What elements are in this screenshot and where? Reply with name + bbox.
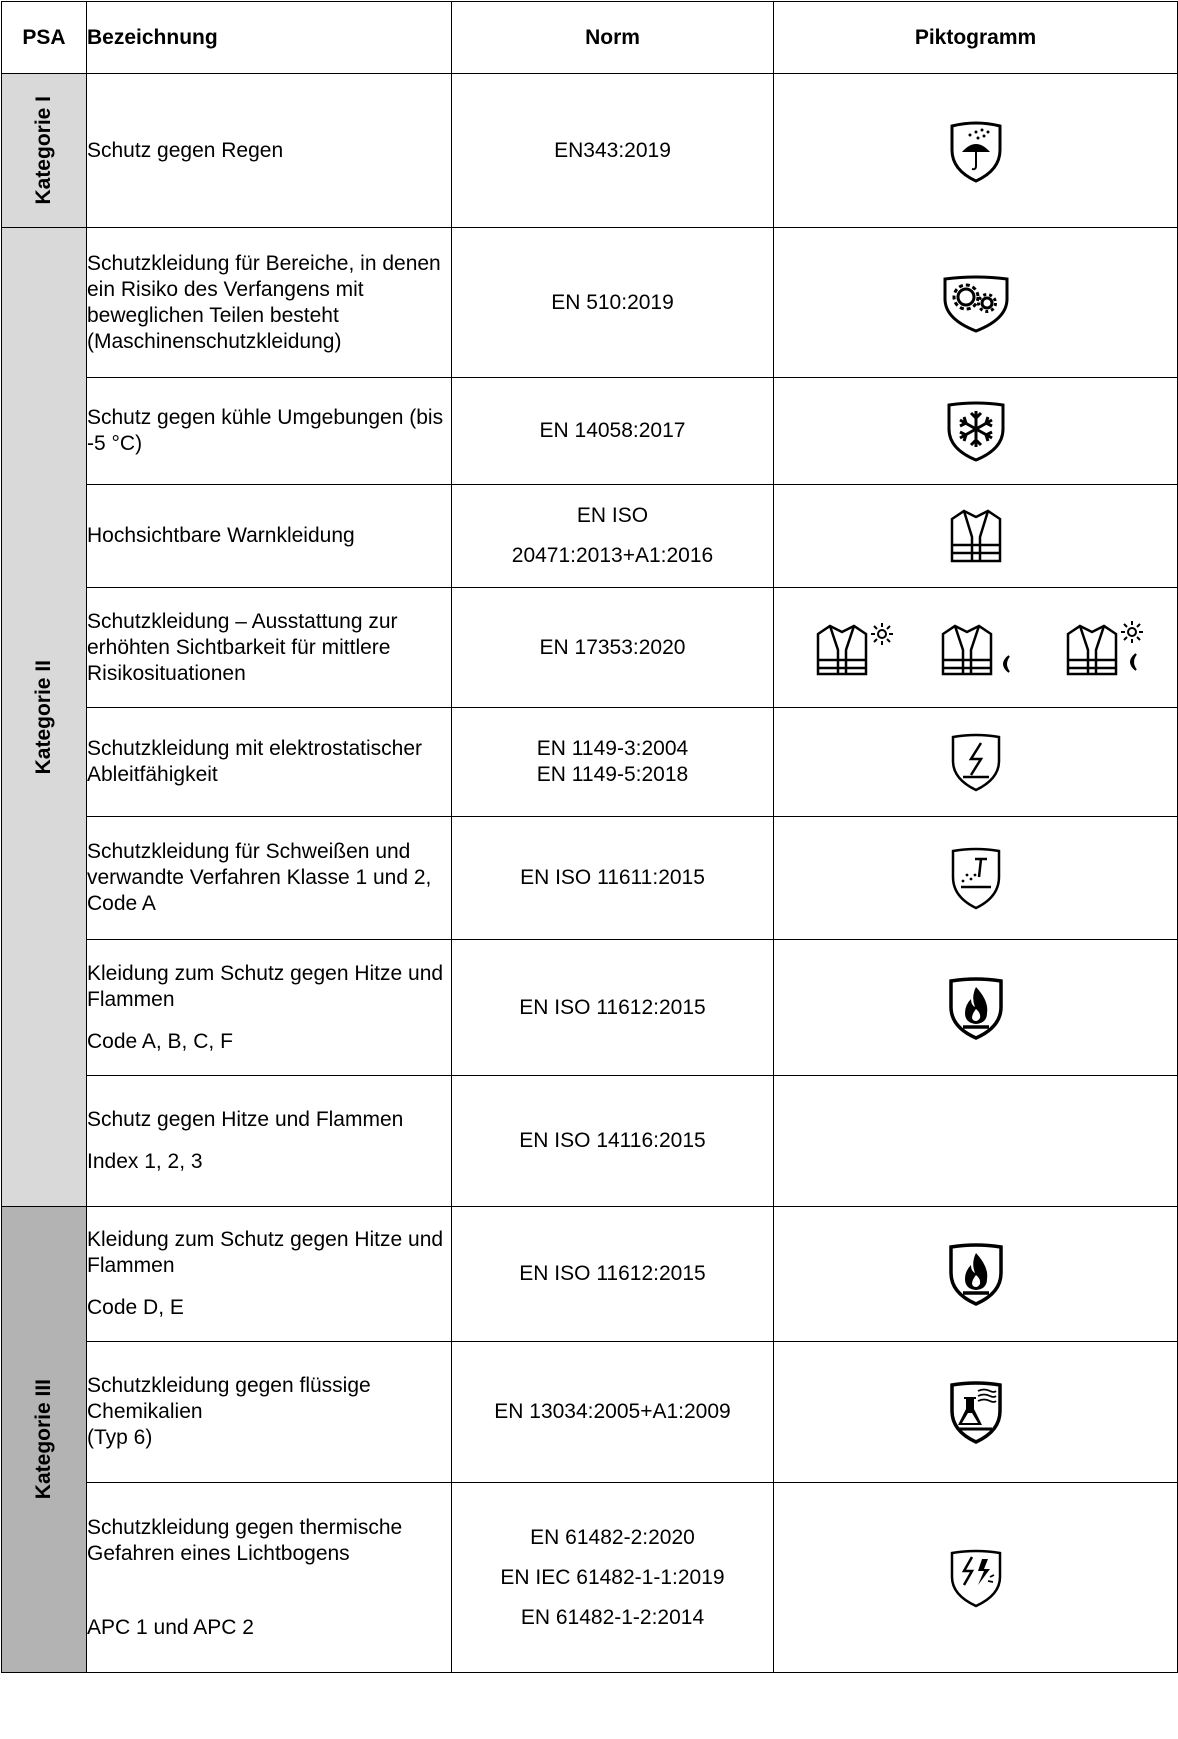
pictogram-cell [774, 817, 1178, 940]
flame-shield-icon [947, 975, 1005, 1041]
norm-cell [452, 228, 774, 378]
category-cell-1 [2, 74, 87, 228]
norm-text: EN ISO 14116:2015 [519, 1129, 706, 1152]
table-row [2, 1483, 1178, 1673]
bezeichnung-text: Kleidung zum Schutz gegen Hitze und Flammen [87, 961, 444, 1011]
table-row [2, 228, 1178, 378]
category-label: Kategorie II [32, 659, 55, 775]
pictogram-cell [774, 1483, 1178, 1673]
snowflake-shield-icon [945, 399, 1007, 463]
norm-cell [452, 378, 774, 485]
pictogram-cell [774, 74, 1178, 228]
bezeichnung-cell [87, 485, 452, 588]
bezeichnung-text: Schutzkleidung für Bereiche, in denen ein Risiko des Verfangens mit beweglichen Teilen besteht (Maschinenschutzkleidung) [87, 251, 441, 353]
table-row [2, 378, 1178, 485]
table-row [2, 1342, 1178, 1483]
header-norm: Norm [452, 2, 774, 74]
norm-cell [452, 74, 774, 228]
bezeichnung-text: Schutz gegen Hitze und Flammen [87, 1108, 404, 1131]
norm-text: EN ISO 11612:2015 [519, 995, 706, 1019]
bezeichnung-text: Schutzkleidung gegen thermische Gefahren eines Lichtbogens [87, 1515, 403, 1565]
header-piktogramm: Piktogramm [774, 2, 1178, 74]
norm-text: EN 13034:2005+A1:2009 [494, 1400, 731, 1423]
pictogram-cell [774, 228, 1178, 378]
norm-text: 20471:2013+A1:2016 [511, 544, 714, 567]
pictogram-cell [774, 485, 1178, 588]
pictogram-cell [774, 708, 1178, 817]
norm-text: EN 61482-1-2:2014 [520, 1605, 705, 1629]
table-row [2, 817, 1178, 940]
vest-day-night-icons [796, 618, 1156, 678]
bezeichnung-cell [87, 378, 452, 485]
bezeichnung-index: Index 1, 2, 3 [87, 1150, 203, 1173]
bezeichnung-text: Schutzkleidung – Ausstattung zur erhöhten Sichtbarkeit für mittlere Risikosituationen [87, 609, 398, 685]
bezeichnung-cell [87, 708, 452, 817]
table-row [2, 485, 1178, 588]
bezeichnung-cell [87, 228, 452, 378]
table-row [2, 588, 1178, 708]
pictogram-cell-empty [774, 1076, 1178, 1207]
category-cell-2 [2, 228, 87, 1207]
pictogram-cell [774, 378, 1178, 485]
norm-cell [452, 588, 774, 708]
table-row [2, 1076, 1178, 1207]
bezeichnung-text: Hochsichtbare Warnkleidung [87, 524, 355, 547]
norm-text: EN343:2019 [554, 138, 671, 162]
bezeichnung-type: (Typ 6) [87, 1426, 153, 1449]
norm-text: EN 1149-5:2018 [536, 763, 689, 786]
bezeichnung-cell [87, 1076, 452, 1207]
flame-shield-icon [947, 1241, 1005, 1307]
bezeichnung-cell [87, 817, 452, 940]
chemical-shield-icon [948, 1379, 1004, 1445]
norm-cell [452, 1076, 774, 1207]
electrostatic-shield-icon [949, 731, 1003, 793]
category-label: Kategorie I [32, 96, 55, 205]
bezeichnung-code: Code A, B, C, F [87, 1029, 233, 1053]
table-row [2, 708, 1178, 817]
norm-text: EN 17353:2020 [539, 635, 686, 659]
rain-umbrella-shield-icon [948, 118, 1004, 184]
bezeichnung-text: Schutzkleidung für Schweißen und verwandte Verfahren Klasse 1 und 2, Code A [87, 840, 432, 915]
norm-cell [452, 708, 774, 817]
header-row [2, 2, 1178, 74]
table-row [2, 940, 1178, 1076]
header-bezeichnung: Bezeichnung [87, 2, 452, 74]
norm-text: EN ISO [576, 504, 649, 527]
pictogram-cell [774, 588, 1178, 708]
norm-cell [452, 940, 774, 1076]
bezeichnung-text: Schutzkleidung mit elektrostatischer Ableitfähigkeit [87, 737, 422, 786]
pictogram-cell [774, 1342, 1178, 1483]
table-row [2, 1207, 1178, 1342]
norm-text: EN 61482-2:2020 [530, 1525, 695, 1549]
bezeichnung-text: Schutzkleidung gegen flüssige Chemikalien [87, 1374, 371, 1423]
pictogram-cell [774, 1207, 1178, 1342]
pictogram-cell [774, 940, 1178, 1076]
bezeichnung-cell [87, 940, 452, 1076]
hi-vis-vest-icon [946, 507, 1006, 565]
norm-text: EN ISO 11611:2015 [520, 866, 705, 889]
welding-shield-icon [949, 845, 1003, 911]
bezeichnung-code: Code D, E [87, 1296, 184, 1319]
norm-cell [452, 1207, 774, 1342]
bezeichnung-text: Kleidung zum Schutz gegen Hitze und Flammen [87, 1228, 444, 1277]
bezeichnung-cell [87, 1483, 452, 1673]
norm-text: EN IEC 61482-1-1:2019 [500, 1565, 725, 1589]
gears-shield-icon [941, 273, 1011, 333]
norm-text: EN 510:2019 [551, 290, 674, 314]
norm-cell [452, 1483, 774, 1673]
bezeichnung-text: Schutz gegen Regen [87, 138, 284, 162]
norm-text: EN 1149-3:2004 [536, 737, 689, 760]
table-row [2, 74, 1178, 228]
bezeichnung-cell [87, 1342, 452, 1483]
category-label: Kategorie III [32, 1379, 55, 1500]
norm-cell [452, 1342, 774, 1483]
bezeichnung-cell [87, 1207, 452, 1342]
bezeichnung-class: APC 1 und APC 2 [87, 1615, 254, 1639]
header-psa: PSA [2, 2, 87, 74]
bezeichnung-cell [87, 74, 452, 228]
norm-text: EN 14058:2017 [539, 419, 686, 442]
bezeichnung-text: Schutz gegen kühle Umgebungen (bis -5 °C) [87, 406, 444, 455]
category-cell-3 [2, 1207, 87, 1673]
arc-flash-shield-icon [948, 1547, 1004, 1609]
bezeichnung-cell [87, 588, 452, 708]
norm-cell [452, 485, 774, 588]
norm-text: EN ISO 11612:2015 [519, 1262, 706, 1285]
psa-standards-table [1, 1, 1178, 1673]
norm-cell [452, 817, 774, 940]
